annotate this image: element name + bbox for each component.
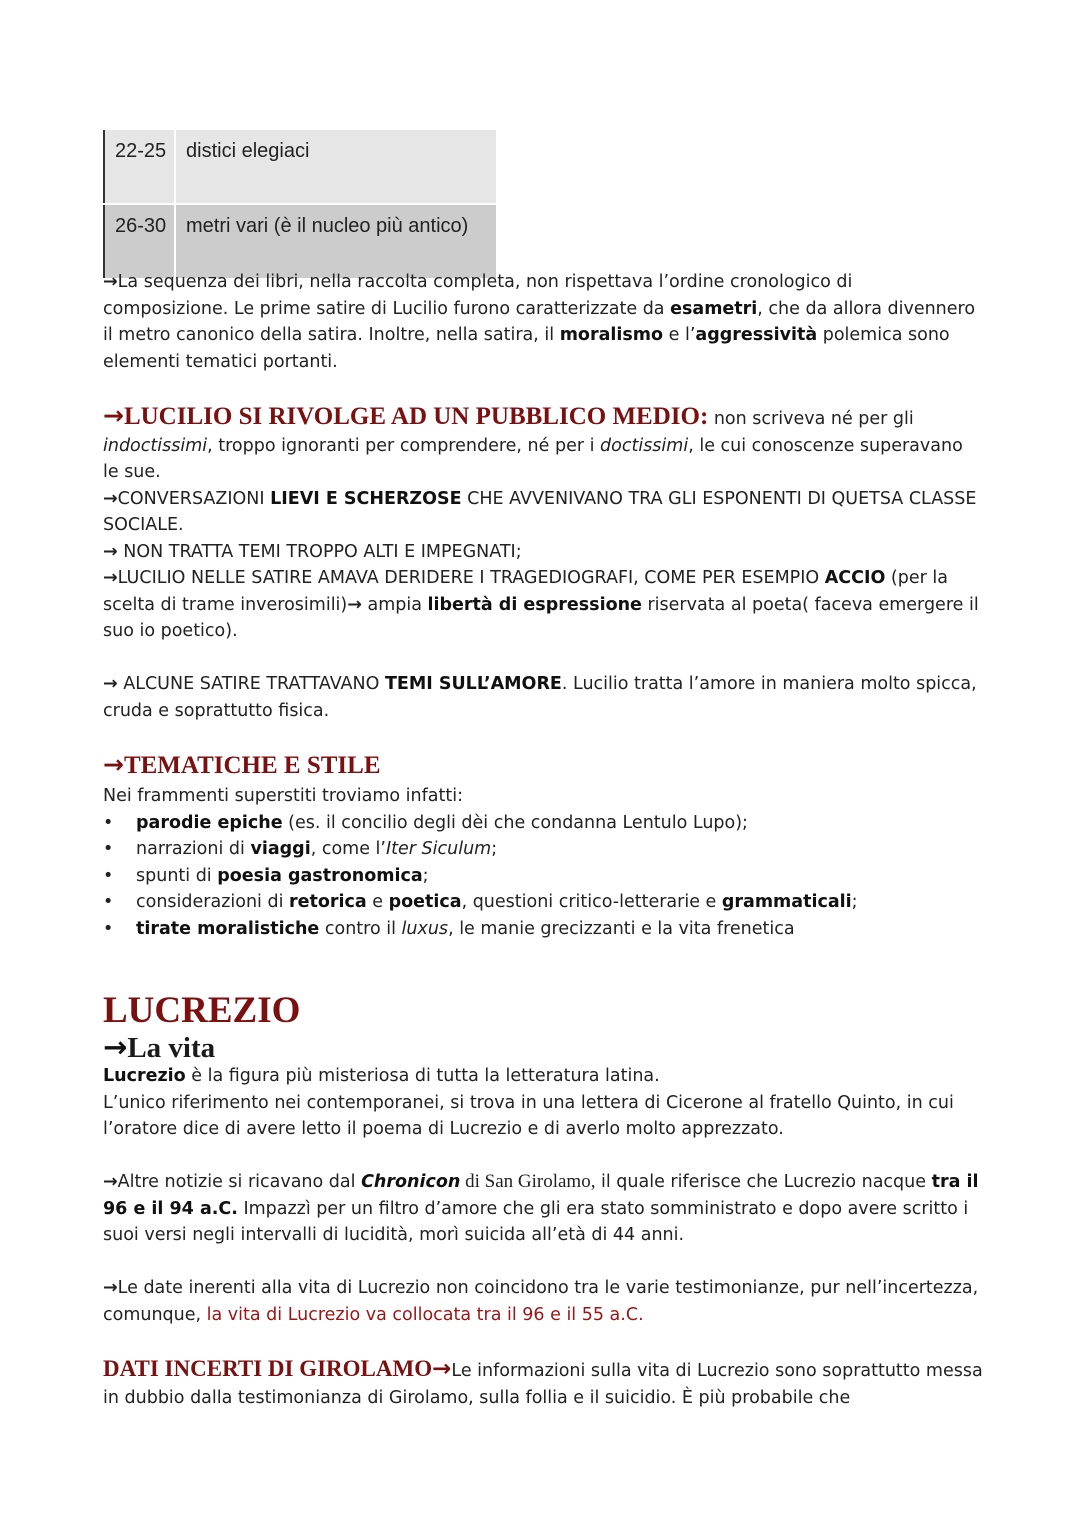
arrow-icon: →	[432, 1356, 452, 1382]
section-tematiche	[103, 750, 983, 942]
arrow-icon: →	[103, 272, 118, 292]
arrow-icon: →	[103, 750, 124, 779]
arrow-icon: →	[103, 1278, 118, 1298]
section-heading: La vita	[127, 1032, 216, 1064]
lucrezio-header	[103, 990, 983, 1032]
paragraph-lucrezio-intro: Lucrezio è la figura più misteriosa di tutta la letteratura latina. L’unico riferimento nei contemporanei, si trova in una lettera di Cicerone al fratello Quinto, in cui l’oratore dice di avere letto il poema di Lucrezio e di averlo molto apprezzato.	[103, 1066, 954, 1139]
section-heading: DATI INCERTI DI GIROLAMO	[103, 1356, 433, 1381]
arrow-icon: →	[103, 541, 118, 562]
table-cell-metre: metri vari (è il nucleo più antico)	[175, 204, 496, 278]
list-item: • narrazioni di viaggi, come l’Iter Siculum;	[103, 836, 983, 863]
table-cell-range: 22-25	[104, 130, 175, 204]
paragraph-girolamo: DATI INCERTI DI GIROLAMO→Le informazioni sulla vita di Lucrezio sono soprattutto messa in dubbio dalla testimonianza di Girolamo, sulla follia e il suicidio. È più probabile che	[103, 1356, 983, 1408]
metre-table	[103, 130, 496, 278]
arrow-icon: →	[103, 568, 118, 588]
arrow-icon: →	[103, 1172, 118, 1192]
table-cell-range: 26-30	[104, 204, 175, 278]
section-heading: LUCILIO SI RIVOLGE AD UN PUBBLICO MEDIO:	[123, 403, 709, 430]
list-item: • spunti di poesia gastronomica;	[103, 863, 983, 890]
list-item: • parodie epiche (es. il concilio degli dèi che condanna Lentulo Lupo);	[103, 810, 983, 837]
paragraph-amore: → ALCUNE SATIRE TRATTAVANO TEMI SULL’AMORE. Lucilio tratta l’amore in maniera molto spicca, cruda e soprattutto fisica.	[103, 674, 977, 721]
table-row	[104, 130, 496, 204]
arrow-icon: →	[103, 1030, 128, 1064]
arrow-icon: →	[103, 674, 118, 694]
list-item: • considerazioni di retorica e poetica, questioni critico-letterarie e grammaticali;	[103, 889, 983, 916]
section-heading: TEMATICHE E STILE	[123, 752, 381, 779]
topics-list	[103, 810, 983, 943]
paragraph-sequence: →La sequenza dei libri, nella raccolta completa, non rispettava l’ordine cronologico di composizione. Le prime satire di Lucilio furono caratterizzate da esametri, che da allora divennero il metro canonico della satira. Inoltre, nella satira, il moralismo e l’aggressività polemica sono elementi tematici portanti.	[103, 272, 976, 372]
intro-text: Nei frammenti superstiti troviamo infatti:	[103, 786, 463, 806]
table-row	[104, 204, 496, 278]
section-pubblico: →LUCILIO SI RIVOLGE AD UN PUBBLICO MEDIO: non scriveva né per gli indoctissimi, troppo ignoranti per comprendere, né per i doctissimi, le cui conoscenze superavano le sue. →CONVERSAZIONI LIEVI E SCHERZOSE CHE AVVENIVANO TRA GLI ESPONENTI DI QUETSA CLASSE SOCIALE. → NON TRATTA TEMI TROPPO ALTI E IMPEGNATI; →LUCILIO NELLE SATIRE AMAVA DERIDERE I TRAGEDIOGRAFI, COME PER ESEMPIO ACCIO (per la scelta di trame inverosimili)→ ampia libertà di espressione riservata al poeta( faceva emergere il suo io poetico).	[103, 401, 979, 641]
arrow-icon: →	[103, 488, 118, 509]
page-title: LUCREZIO	[103, 990, 301, 1031]
paragraph-date: →Le date inerenti alla vita di Lucrezio non coincidono tra le varie testimonianze, pur nell’incertezza, comunque, la vita di Lucrezio va collocata tra il 96 e il 55 a.C.	[103, 1278, 979, 1325]
arrow-icon: →	[347, 594, 362, 615]
arrow-icon: →	[103, 401, 124, 430]
table-cell-metre: distici elegiaci	[175, 130, 496, 204]
paragraph-chronicon: →Altre notizie si ricavano dal Chronicon di San Girolamo, il quale riferisce che Lucrezio nacque tra il 96 e il 94 a.C. Impazzì per un filtro d’amore che gli era stato somministrato e dopo avere scritto i suoi versi negli intervalli di lucidità, morì suicida all’età di 44 anni.	[103, 1171, 979, 1245]
list-item: • tirate moralistiche contro il luxus, le manie grecizzanti e la vita frenetica	[103, 916, 983, 943]
